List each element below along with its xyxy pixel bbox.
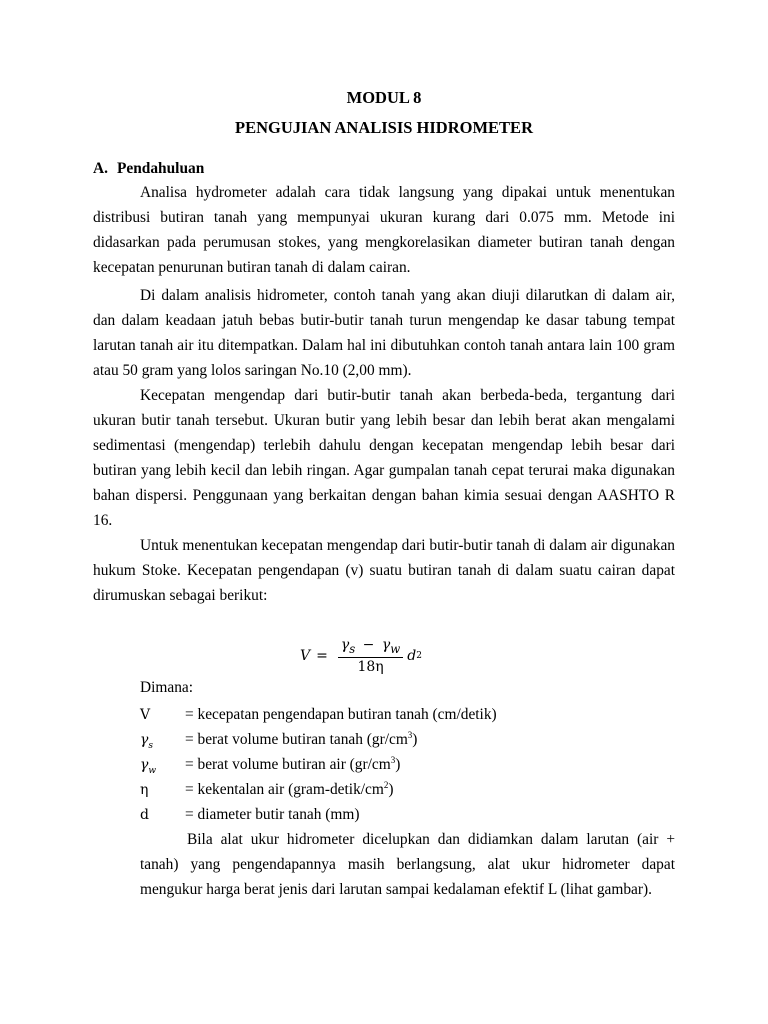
symbol-sub: w — [148, 765, 157, 776]
module-title: MODUL 8 — [346, 88, 422, 107]
formula-denominator: 18η — [357, 658, 384, 675]
section-title: Pendahuluan — [117, 160, 205, 177]
definition-tail: ) — [388, 781, 394, 798]
paragraph-2: Di dalam analisis hidrometer, contoh tanah yang akan diuji dilarutkan di dalam air, dan dalam keadaan jatuh bebas butir-butir tanah turun mengendap ke dasar tabung tempat larutan tanah air itu ditempatkan. Dalam hal ini dibutuhkan contoh tanah antara lain 100 gram atau 50 gram yang lolos saringan No.10 (2,00 mm). — [93, 287, 675, 379]
definition-row — [140, 727, 497, 752]
definition-sup: 3 — [390, 755, 396, 765]
formula-minus: − — [362, 637, 375, 653]
formula-fraction — [338, 637, 403, 675]
definition-sup: 3 — [407, 730, 413, 740]
closing-paragraph: Bila alat ukur hidrometer dicelupkan dan didiamkan dalam larutan (air + tanah) yang pengendapannya masih berlangsung, alat ukur hidrometer dapat mengukur harga berat jenis dari larutan sampai kedalaman efektif L (lihat gambar). — [140, 831, 675, 898]
definition-text: = berat volume butiran air (gr/cm — [185, 756, 391, 773]
module-subtitle: PENGUJIAN ANALISIS HIDROMETER — [235, 118, 533, 137]
gamma-s-symbol: γ — [340, 637, 350, 653]
definition-tail: ) — [412, 731, 418, 748]
paragraph-4: Untuk menentukan kecepatan mengendap dari butir-butir tanah di dalam air digunakan hukum Stoke. Kecepatan pengendapan (v) suatu butiran tanah di dalam suatu cairan dapat dirumuskan sebagai berikut: — [93, 537, 675, 604]
symbol-base: d — [140, 807, 149, 823]
symbol-base: γ — [140, 732, 149, 748]
gamma-w-sub: w — [390, 641, 401, 656]
formula-factor: d — [407, 647, 417, 664]
definition-row — [140, 702, 497, 727]
definition-text: = kecepatan pengendapan butiran tanah (cm/detik) — [185, 706, 497, 723]
stokes-formula: V = $\frac{\gamma_s - \gamma_w}{18\eta}$ d 2 — [300, 637, 422, 675]
where-label: Dimana: — [140, 679, 193, 696]
definition-text: = berat volume butiran tanah (gr/cm — [185, 731, 408, 748]
definition-row — [140, 802, 497, 827]
gamma-s-sub: s — [349, 641, 356, 656]
definition-text: = diameter butir tanah (mm) — [185, 806, 360, 823]
paragraph-1: Analisa hydrometer adalah cara tidak langsung yang dipakai untuk menentukan distribusi butiran tanah yang mempunyai ukuran kurang dari 0.075 mm. Metode ini didasarkan pada perumusan stokes, yang mengkorelasikan diameter butiran tanah dengan kecepatan penurunan butiran tanah di dalam cairan. — [93, 184, 675, 276]
formula-lhs: V — [300, 647, 311, 664]
definition-sup: 2 — [383, 780, 389, 790]
symbol-base: γ — [140, 757, 149, 773]
variable-definitions — [140, 702, 497, 827]
formula-equals: = — [316, 647, 328, 664]
section-number: A. — [93, 160, 108, 177]
definition-row — [140, 777, 497, 802]
formula-numerator — [338, 637, 403, 658]
symbol-base: η — [140, 782, 149, 798]
paragraph-3: Kecepatan mengendap dari butir-butir tanah akan berbeda-beda, tergantung dari ukuran butir tanah tersebut. Ukuran butir yang lebih besar dan lebih berat akan mengalami sedimentasi (mengendap) terlebih dahulu dengan kecepatan mengendap lebih besar dari butiran yang lebih kecil dan lebih ringan. Agar gumpalan tanah cepat terurai maka digunakan bahan dispersi. Penggunaan yang berkaitan dengan bahan kimia sesuai dengan AASHTO R 16. — [93, 387, 675, 529]
definition-tail: ) — [395, 756, 401, 773]
definition-row — [140, 752, 497, 777]
gamma-w-symbol: γ — [381, 637, 391, 653]
symbol-sub: s — [148, 740, 153, 751]
symbol-base: V — [140, 707, 151, 723]
section-heading — [93, 160, 204, 178]
definition-text: = kekentalan air (gram-detik/cm — [185, 781, 384, 798]
